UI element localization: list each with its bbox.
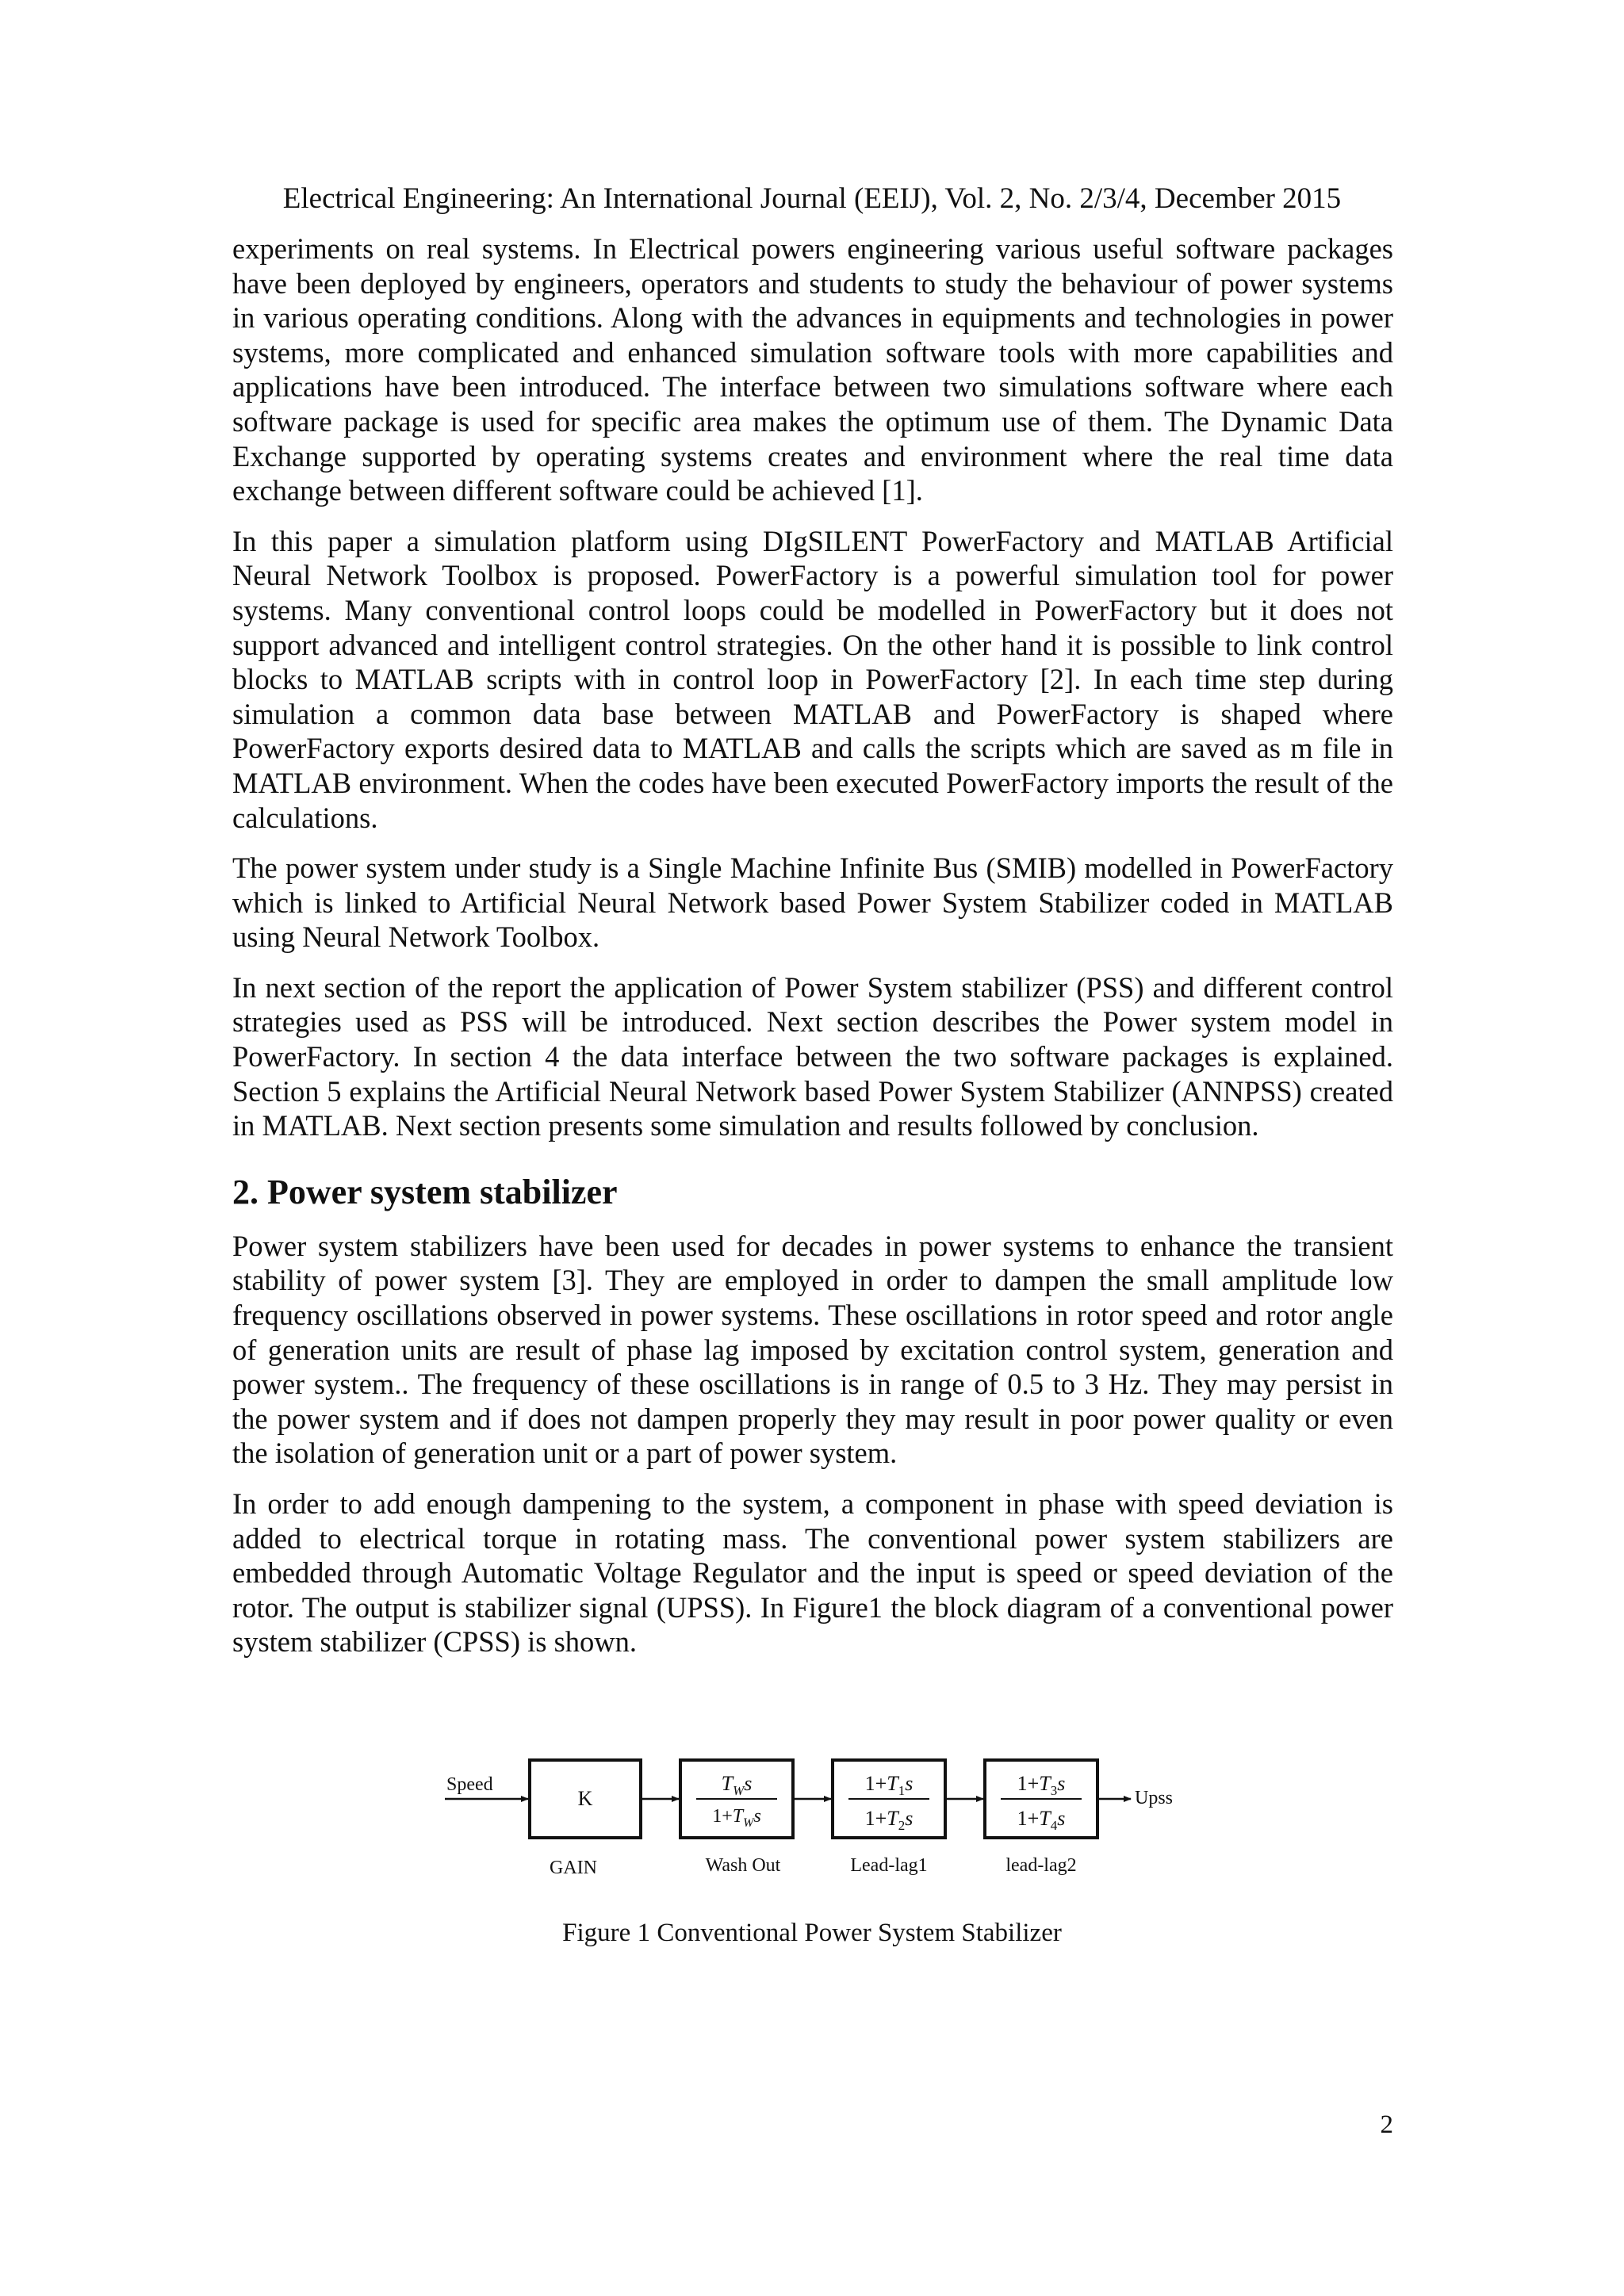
output-label: Upss: [1135, 1788, 1174, 1808]
washout-numerator: $T_Ws$: [721, 1772, 753, 1798]
paragraph: In order to add enough dampening to the system, a component in phase with speed deviation is added to electrical torque in rotating mass. The conventional power system stabilizers are embedded through Automatic Voltage Regulator and the input is speed or speed deviation of the rotor. The output is stabilizer signal (UPSS). In Figure1 the block diagram of a conventional power system stabilizer (CPSS) is shown.: [232, 1487, 1393, 1659]
block-label-washout: Wash Out: [705, 1855, 781, 1876]
paragraph: In this paper a simulation platform using DIgSILENT PowerFactory and MATLAB Artificial Neural Network Toolbox is proposed. PowerFactory is a powerful simulation tool for power systems. Many conventional control loops could be modelled in PowerFactory but it does not support advanced and intelligent control strategies. On the other hand it is possible to link control blocks to MATLAB scripts with in control loop in PowerFactory [2]. In each time step during simulation a common data base between MATLAB and PowerFactory is shaped where PowerFactory exports desired data to MATLAB and calls the scripts which are saved as m file in MATLAB environment. When the codes have been executed PowerFactory imports the result of the calculations.: [232, 524, 1393, 834]
running-head: Electrical Engineering: An International Journal (EEIJ), Vol. 2, No. 2/3/4, December 2015: [282, 182, 1342, 215]
paragraph: experiments on real systems. In Electrical powers engineering various useful software packages have been deployed by engineers, operators and students to study the behaviour of power systems in various operating conditions. Along with the advances in equipments and technologies in power systems, more complicated and enhanced simulation software tools with more capabilities and applications have been introduced. The interface between two simulations software where each software package is used for specific area makes the optimum use of them. The Dynamic Data Exchange supported by operating systems creates and environment where the real time data exchange between different software could be achieved [1].: [232, 232, 1393, 507]
block-diagram-svg: [441, 1748, 1202, 1891]
block-label-leadlag2: lead-lag2: [1005, 1855, 1077, 1876]
leadlag1-numerator: $1+T_1s$: [864, 1772, 914, 1798]
page-number: 2: [1380, 2110, 1393, 2139]
washout-denominator: $1+T_Ws$: [712, 1806, 761, 1830]
pss-block-diagram: [441, 1748, 1202, 1891]
leadlag1-denominator: $1+T_2s$: [864, 1807, 914, 1833]
paragraph: In next section of the report the application of Power System stabilizer (PSS) and different control strategies used as PSS will be introduced. Next section describes the Power system model in PowerFactory. In section 4 the data interface between the two software packages is explained. Section 5 explains the Artificial Neural Network based Power System Stabilizer (ANNPSS) created in MATLAB. Next section presents some simulation and results followed by conclusion.: [232, 970, 1393, 1142]
body-text: [232, 232, 1393, 1675]
figure-caption: Figure 1 Conventional Power System Stabilizer: [562, 1919, 1062, 1947]
block-label-gain: GAIN: [550, 1858, 597, 1878]
input-label: Speed: [446, 1774, 493, 1795]
leadlag2-numerator: $1+T_3s$: [1017, 1772, 1066, 1798]
block-label-leadlag1: Lead-lag1: [850, 1855, 928, 1876]
section-heading: 2. Power system stabilizer: [232, 1172, 618, 1211]
paragraph: The power system under study is a Single Machine Infinite Bus (SMIB) modelled in PowerFactory which is linked to Artificial Neural Network based Power System Stabilizer coded in MATLAB using Neural Network Toolbox.: [232, 851, 1393, 954]
paragraph: Power system stabilizers have been used for decades in power systems to enhance the transient stability of power system [3]. They are employed in order to dampen the small amplitude low frequency oscillations observed in power systems. These oscillations in rotor speed and rotor angle of generation units are result of phase lag imposed by excitation control system, generation and power system.. The frequency of these oscillations is in range of 0.5 to 3 Hz. They may persist in the power system and if does not dampen properly they may result in poor power quality or even the isolation of generation unit or a part of power system.: [232, 1229, 1393, 1470]
leadlag2-denominator: $1+T_4s$: [1017, 1807, 1066, 1833]
gain-text: K: [577, 1787, 593, 1810]
